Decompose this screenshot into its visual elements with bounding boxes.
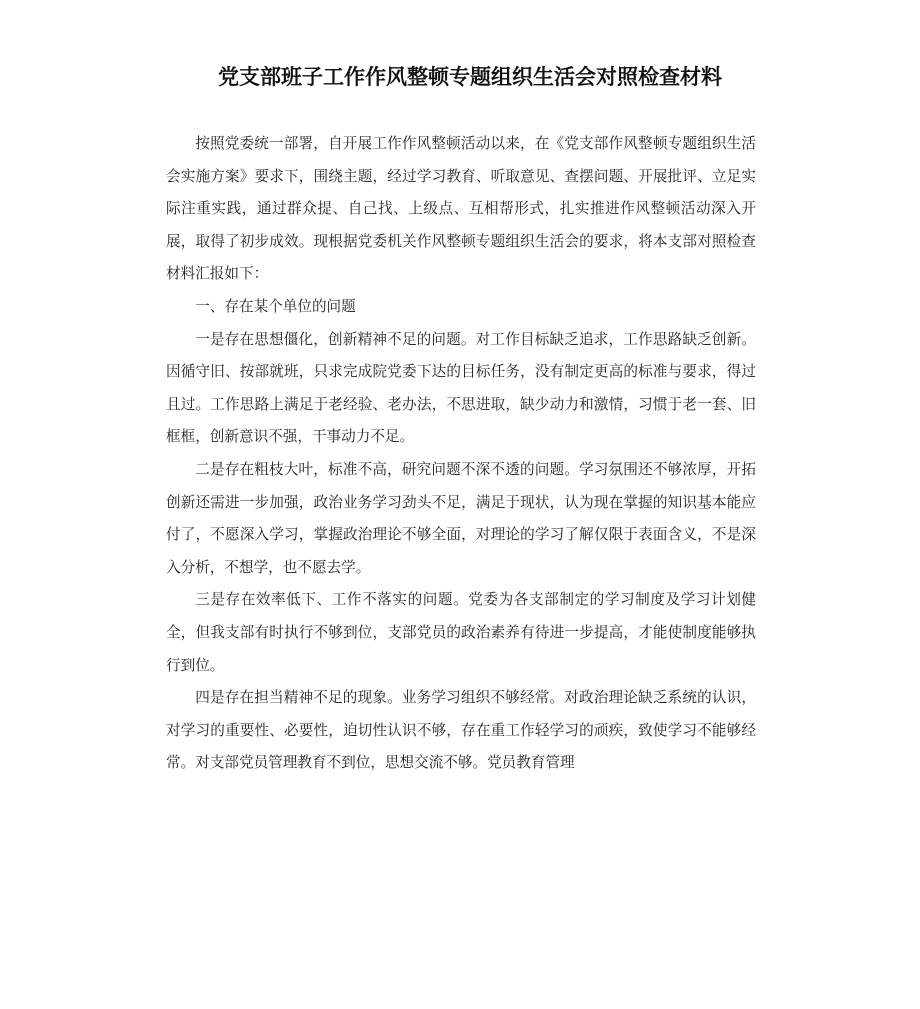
paragraph-intro: 按照党委统一部署，自开展工作作风整顿活动以来，在《党支部作风整顿专题组织生活会实施方案》要求下，围绕主题，经过学习教育、听取意见、查摆问题、开展批评、立足实际注重实践，通过群众提、自己找、上级点、互相帮形式，扎实推进作风整顿活动深入开展，取得了初步成效。现根据党委机关作风整顿专题组织生活会的要求，将本支部对照检查材料汇报如下：	[166, 135, 756, 283]
paragraph-point-2: 二是存在粗枝大叶，标准不高，研究问题不深不透的问题。学习氛围还不够浓厚，开拓创新还需进一步加强，政治业务学习劲头不足，满足于现状，认为现在掌握的知识基本能应付了，不愿深入学习，掌握政治理论不够全面，对理论的学习了解仅限于表面含义，不是深入分析，不想学，也不愿去学。	[166, 460, 756, 576]
paragraph-point-4: 四是存在担当精神不足的现象。业务学习组织不够经常。对政治理论缺乏系统的认识，对学习的重要性、必要性，迫切性认识不够，存在重工作轻学习的顽疾，致使学习不能够经常。对支部党员管理教育不到位，思想交流不够。党员教育管理	[166, 689, 756, 772]
paragraph-point-1: 一是存在思想僵化，创新精神不足的问题。对工作目标缺乏追求，工作思路缺乏创新。因循守旧、按部就班，只求完成院党委下达的目标任务，没有制定更高的标准与要求，得过且过。工作思路上满足于老经验、老办法，不思进取，缺少动力和激情，习惯于老一套、旧框框，创新意识不强，干事动力不足。	[166, 330, 756, 446]
document-title: 党支部班子工作作风整顿专题组织生活会对照检查材料	[218, 65, 722, 89]
section-heading: 一、存在某个单位的问题	[195, 297, 356, 315]
paragraph-point-3: 三是存在效率低下、工作不落实的问题。党委为各支部制定的学习制度及学习计划健全，但我支部有时执行不够到位，支部党员的政治素养有待进一步提高，才能使制度能够执行到位。	[166, 591, 756, 674]
document-body	[166, 128, 756, 780]
